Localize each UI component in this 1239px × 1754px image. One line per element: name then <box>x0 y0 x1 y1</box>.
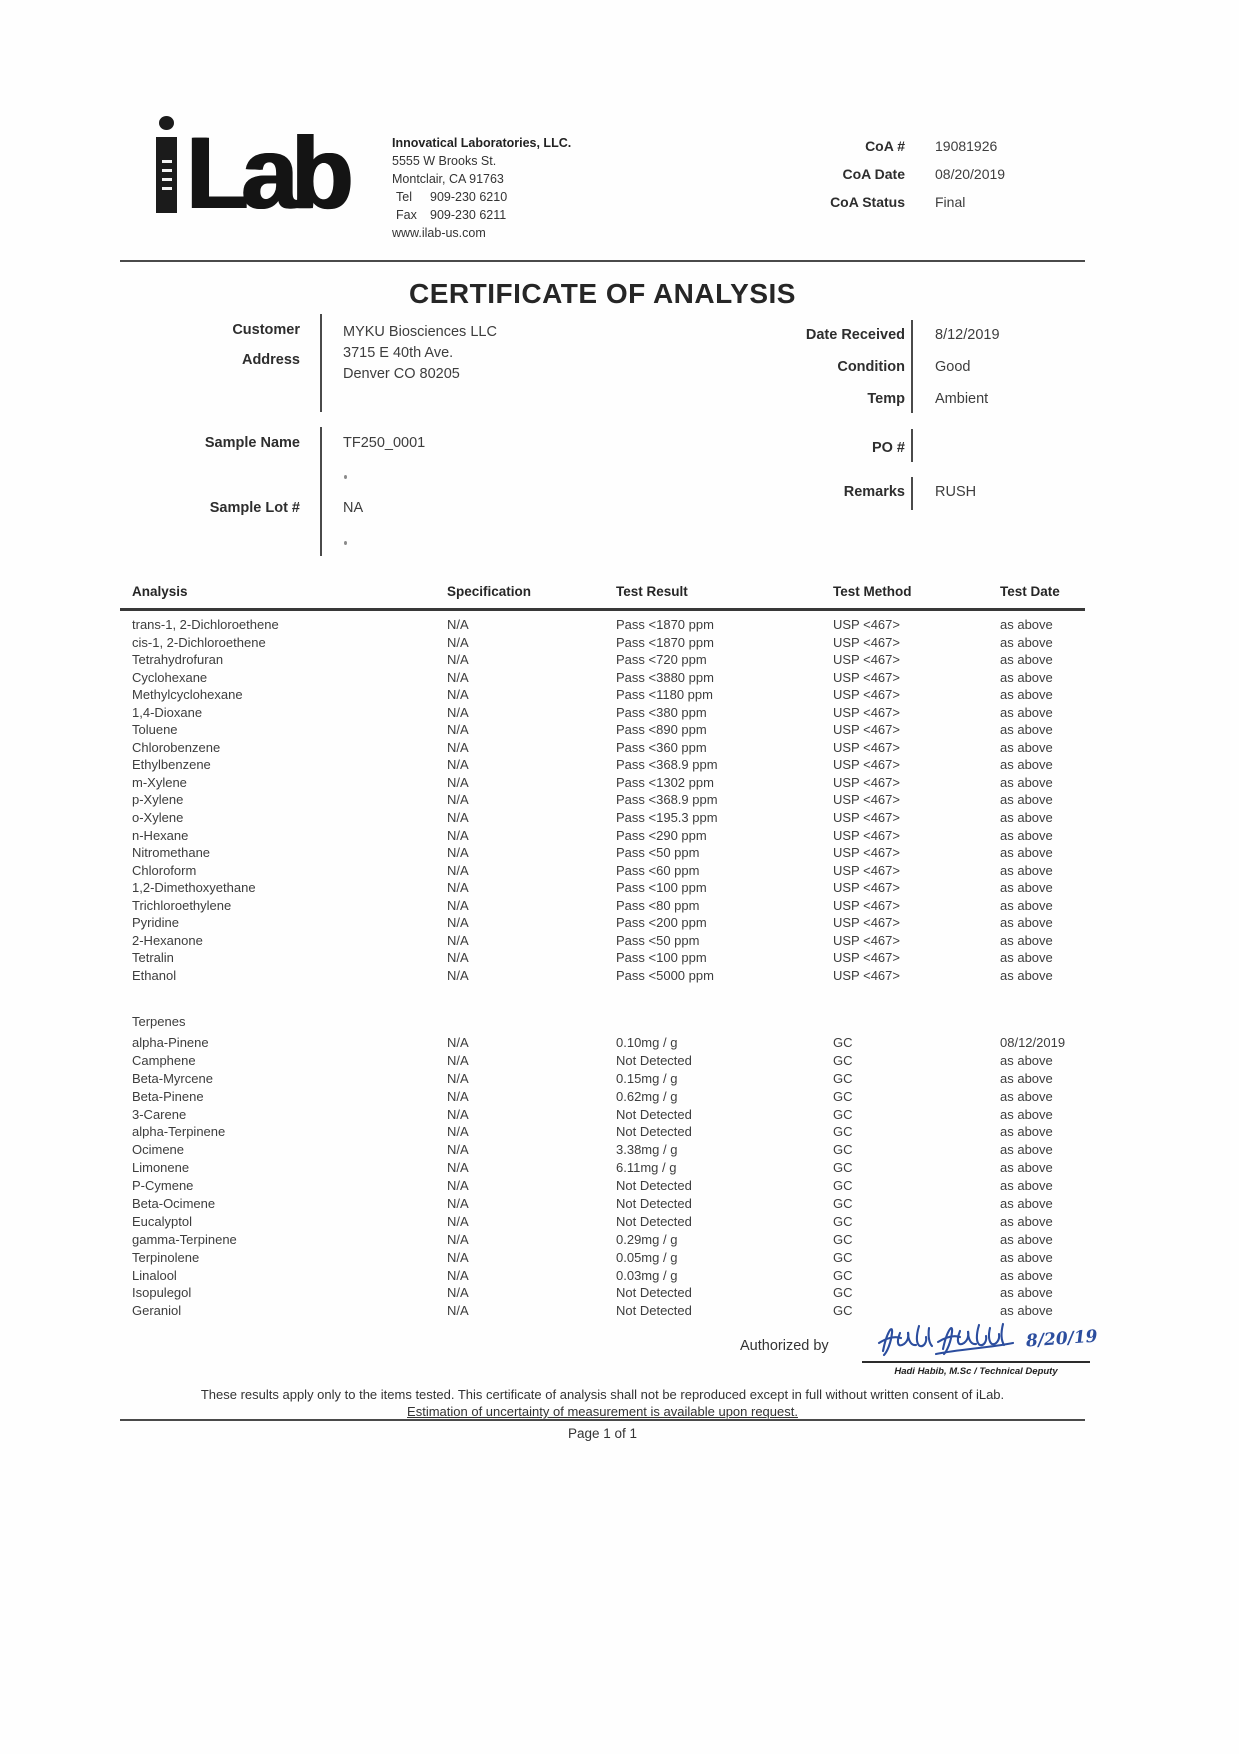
coa-number-label: CoA # <box>865 138 905 154</box>
test-method-cell: GC <box>833 1052 853 1068</box>
test-result-cell: Pass <1180 ppm <box>616 687 713 703</box>
footer-disclaimer-line1: These results apply only to the items tested. This certificate of analysis shall not be reproduced except in full without written consent of iLab. <box>200 1387 1005 1402</box>
coa-date-row <box>700 166 1005 182</box>
analysis-cell: 1,2-Dimethoxyethane <box>132 880 256 896</box>
test-method-cell: USP <467> <box>833 617 900 632</box>
test-method-cell: GC <box>833 1142 853 1158</box>
test-result-cell: Not Detected <box>616 1124 692 1140</box>
test-result-cell: Pass <360 ppm <box>616 739 707 755</box>
test-date-cell: as above <box>1000 1124 1053 1140</box>
specification-cell: N/A <box>447 950 469 966</box>
sample-lot-label: Sample Lot # <box>209 500 300 516</box>
signer-title: Hadi Habib, M.Sc / Technical Deputy <box>894 1366 1058 1377</box>
test-result-cell: Not Detected <box>616 1196 692 1212</box>
test-result-cell: Pass <195.3 ppm <box>616 810 718 826</box>
test-result-cell: Pass <50 ppm <box>616 932 700 948</box>
analysis-cell: Beta-Pinene <box>132 1088 204 1104</box>
customer-block-divider <box>320 314 322 412</box>
analysis-cell: Tetralin <box>132 950 174 966</box>
test-method-cell: USP <467> <box>833 774 900 790</box>
test-method-cell: GC <box>833 1303 853 1319</box>
analysis-cell: Ethylbenzene <box>132 757 211 773</box>
specification-cell: N/A <box>447 1231 469 1247</box>
analysis-cell: Geraniol <box>132 1303 182 1319</box>
test-result-cell: Pass <80 ppm <box>616 897 700 913</box>
specification-cell: N/A <box>447 1052 469 1068</box>
analysis-cell: Eucalyptol <box>132 1213 192 1229</box>
remarks-block-divider <box>911 477 913 510</box>
table-row <box>120 757 1085 775</box>
test-date-cell: as above <box>1000 827 1053 843</box>
specification-cell: N/A <box>447 1106 469 1122</box>
analysis-cell: p-Xylene <box>132 792 184 808</box>
test-method-header: Test Method <box>833 584 912 599</box>
specification-cell: N/A <box>447 862 469 878</box>
test-date-cell: as above <box>1000 687 1053 703</box>
analysis-cell: Beta-Myrcene <box>132 1070 213 1086</box>
test-date-cell: as above <box>1000 810 1053 826</box>
specification-cell: N/A <box>447 722 469 738</box>
test-result-cell: Not Detected <box>616 1106 692 1122</box>
table-row <box>120 792 1085 810</box>
test-result-cell: Pass <60 ppm <box>616 862 700 878</box>
table-row <box>120 845 1085 863</box>
test-method-cell: USP <467> <box>833 862 900 878</box>
test-date-cell: as above <box>1000 1213 1053 1229</box>
specification-cell: N/A <box>447 810 469 826</box>
coa-date-value: 08/20/2019 <box>935 166 1006 182</box>
analysis-cell: Methylcyclohexane <box>132 687 243 703</box>
test-date-cell: as above <box>1000 739 1053 755</box>
analysis-cell: Ocimene <box>132 1142 185 1158</box>
table-row <box>120 617 1085 635</box>
test-result-cell: Pass <1870 ppm <box>616 617 714 632</box>
lab-address-line2: Montclair, CA 91763 <box>392 172 504 186</box>
tel-number: 909-230 6210 <box>430 190 508 204</box>
page-number: Page 1 of 1 <box>567 1426 638 1441</box>
test-method-cell: USP <467> <box>833 792 900 808</box>
specification-cell: N/A <box>447 1267 469 1283</box>
test-result-cell: Pass <720 ppm <box>616 652 707 668</box>
specification-cell: N/A <box>447 634 469 650</box>
analysis-cell: trans-1, 2-Dichloroethene <box>132 617 279 632</box>
test-date-cell: as above <box>1000 704 1053 720</box>
table-row <box>120 1214 1085 1232</box>
test-method-cell: USP <467> <box>833 810 900 826</box>
received-block-divider <box>911 320 913 413</box>
test-date-cell: as above <box>1000 950 1053 966</box>
test-result-cell: Pass <1302 ppm <box>616 774 714 790</box>
test-date-cell: as above <box>1000 1196 1053 1212</box>
analysis-cell: Chlorobenzene <box>132 739 221 755</box>
specification-cell: N/A <box>447 687 469 703</box>
ilab-logo <box>156 116 347 231</box>
table-row <box>120 635 1085 653</box>
test-method-cell: USP <467> <box>833 845 900 861</box>
po-number-label: PO # <box>871 440 905 456</box>
test-method-cell: GC <box>833 1213 853 1229</box>
test-result-cell: 0.03mg / g <box>616 1267 678 1283</box>
table-row <box>120 1285 1085 1303</box>
analysis-cell: Camphene <box>132 1052 196 1068</box>
solvents-table-body <box>120 617 1085 985</box>
table-row <box>120 1053 1085 1071</box>
test-date-cell: as above <box>1000 845 1053 861</box>
test-date-cell: as above <box>1000 792 1053 808</box>
test-date-cell: as above <box>1000 862 1053 878</box>
table-row <box>120 652 1085 670</box>
terpenes-table-body <box>120 1014 1085 1321</box>
sample-block-divider <box>320 427 322 556</box>
test-result-cell: Pass <100 ppm <box>616 950 707 966</box>
specification-header: Specification <box>447 584 532 599</box>
analysis-cell: Linalool <box>132 1267 177 1283</box>
specification-cell: N/A <box>447 669 469 685</box>
analysis-cell: alpha-Pinene <box>132 1035 209 1050</box>
test-date-cell: as above <box>1000 1178 1053 1194</box>
test-date-cell: 08/12/2019 <box>1000 1035 1066 1050</box>
specification-cell: N/A <box>447 915 469 931</box>
test-date-cell: as above <box>1000 757 1053 773</box>
test-method-cell: USP <467> <box>833 827 900 843</box>
analysis-cell: Beta-Ocimene <box>132 1196 216 1212</box>
test-result-header: Test Result <box>616 584 688 599</box>
test-method-cell: USP <467> <box>833 897 900 913</box>
test-result-cell: 0.10mg / g <box>616 1035 678 1050</box>
test-result-cell: Pass <5000 ppm <box>616 967 714 983</box>
analysis-cell: Chloroform <box>132 862 197 878</box>
test-date-cell: as above <box>1000 1267 1053 1283</box>
test-method-cell: GC <box>833 1106 853 1122</box>
analysis-cell: Terpinolene <box>132 1249 200 1265</box>
table-header-divider <box>120 608 1085 611</box>
test-date-cell: as above <box>1000 1303 1053 1319</box>
po-block-divider <box>911 429 913 462</box>
logo-i-testtube-icon <box>156 116 177 215</box>
address-label: Address <box>241 352 300 368</box>
analysis-cell: m-Xylene <box>132 774 187 790</box>
test-date-cell: as above <box>1000 1160 1053 1176</box>
coa-date-label: CoA Date <box>842 166 905 182</box>
terpenes-section-row <box>120 1014 1085 1035</box>
specification-cell: N/A <box>447 932 469 948</box>
test-method-cell: USP <467> <box>833 669 900 685</box>
test-date-cell: as above <box>1000 722 1053 738</box>
test-method-cell: USP <467> <box>833 757 900 773</box>
lab-address-line1: 5555 W Brooks St. <box>392 154 497 168</box>
test-result-cell: Not Detected <box>616 1213 692 1229</box>
test-result-cell: Pass <3880 ppm <box>616 669 714 685</box>
fax-number: 909-230 6211 <box>430 208 507 222</box>
test-method-cell: USP <467> <box>833 967 900 983</box>
remarks-label: Remarks <box>843 484 905 500</box>
analysis-cell: Tetrahydrofuran <box>132 652 224 668</box>
table-row <box>120 1089 1085 1107</box>
scan-artifact-dot <box>344 475 347 479</box>
fax-label: Fax <box>396 208 417 222</box>
specification-cell: N/A <box>447 827 469 843</box>
test-result-cell: Not Detected <box>616 1303 692 1319</box>
test-method-cell: GC <box>833 1231 853 1247</box>
table-row <box>120 705 1085 723</box>
table-row <box>120 880 1085 898</box>
authorized-by-label: Authorized by <box>740 1338 829 1354</box>
table-row <box>120 1196 1085 1214</box>
specification-cell: N/A <box>447 1142 469 1158</box>
test-date-cell: as above <box>1000 1249 1053 1265</box>
test-method-cell: GC <box>833 1160 853 1176</box>
test-date-cell: as above <box>1000 1231 1053 1247</box>
analysis-cell: 2-Hexanone <box>132 932 203 948</box>
table-row <box>120 898 1085 916</box>
sample-lot-value: NA <box>343 500 364 516</box>
table-row <box>120 740 1085 758</box>
page-title: CERTIFICATE OF ANALYSIS <box>409 278 796 309</box>
table-row <box>120 1142 1085 1160</box>
signature-line <box>862 1361 1090 1363</box>
analysis-cell: 1,4-Dioxane <box>132 704 203 720</box>
date-received-value: 8/12/2019 <box>935 327 1000 343</box>
customer-address2: Denver CO 80205 <box>343 366 460 382</box>
table-row <box>120 687 1085 705</box>
test-method-cell: USP <467> <box>833 950 900 966</box>
test-result-cell: Pass <50 ppm <box>616 845 700 861</box>
table-row <box>120 670 1085 688</box>
test-result-cell: Pass <290 ppm <box>616 827 707 843</box>
specification-cell: N/A <box>447 1303 469 1319</box>
table-row <box>120 915 1085 933</box>
table-row <box>120 1071 1085 1089</box>
test-date-cell: as above <box>1000 669 1053 685</box>
test-method-cell: USP <467> <box>833 880 900 896</box>
sample-name-label: Sample Name <box>204 435 300 451</box>
analysis-cell: o-Xylene <box>132 810 184 826</box>
analysis-header: Analysis <box>132 584 188 599</box>
table-row <box>120 1124 1085 1142</box>
table-row <box>120 775 1085 793</box>
specification-cell: N/A <box>447 704 469 720</box>
test-date-cell: as above <box>1000 1088 1053 1104</box>
specification-cell: N/A <box>447 617 469 632</box>
tel-label: Tel <box>396 190 412 204</box>
specification-cell: N/A <box>447 792 469 808</box>
analysis-cell: Isopulegol <box>132 1285 192 1301</box>
test-date-cell: as above <box>1000 967 1053 983</box>
table-row <box>120 1178 1085 1196</box>
coa-status-label: CoA Status <box>830 194 905 210</box>
specification-cell: N/A <box>447 757 469 773</box>
test-result-cell: Pass <380 ppm <box>616 704 707 720</box>
signature-handwriting <box>876 1318 1026 1364</box>
test-method-cell: GC <box>833 1088 853 1104</box>
coa-meta-block <box>700 138 1005 222</box>
test-method-cell: GC <box>833 1196 853 1212</box>
test-method-cell: GC <box>833 1035 853 1050</box>
signature-date-handwritten: 8/20/19 <box>1025 1326 1099 1352</box>
table-row <box>120 863 1085 881</box>
specification-cell: N/A <box>447 897 469 913</box>
condition-value: Good <box>935 359 971 375</box>
customer-label: Customer <box>232 322 300 338</box>
table-row <box>120 810 1085 828</box>
test-method-cell: GC <box>833 1285 853 1301</box>
specification-cell: N/A <box>447 739 469 755</box>
specification-cell: N/A <box>447 1088 469 1104</box>
specification-cell: N/A <box>447 880 469 896</box>
test-date-cell: as above <box>1000 652 1053 668</box>
test-date-header: Test Date <box>1000 584 1060 599</box>
footer-disclaimer-line2: Estimation of uncertainty of measurement is available upon request. <box>407 1404 798 1419</box>
test-method-cell: GC <box>833 1267 853 1283</box>
date-received-label: Date Received <box>805 327 905 343</box>
table-row <box>120 950 1085 968</box>
analysis-cell: alpha-Terpinene <box>132 1124 226 1140</box>
sample-name-value: TF250_0001 <box>343 435 426 451</box>
specification-cell: N/A <box>447 1124 469 1140</box>
condition-label: Condition <box>837 359 905 375</box>
temp-label: Temp <box>867 391 905 407</box>
table-row <box>120 1250 1085 1268</box>
temp-value: Ambient <box>935 391 989 407</box>
table-row <box>120 1160 1085 1178</box>
test-method-cell: GC <box>833 1178 853 1194</box>
table-row <box>120 828 1085 846</box>
test-method-cell: GC <box>833 1124 853 1140</box>
lab-website: www.ilab-us.com <box>392 226 486 240</box>
specification-cell: N/A <box>447 845 469 861</box>
specification-cell: N/A <box>447 1285 469 1301</box>
test-method-cell: USP <467> <box>833 704 900 720</box>
analysis-cell: P-Cymene <box>132 1178 194 1194</box>
test-date-cell: as above <box>1000 634 1053 650</box>
test-date-cell: as above <box>1000 1052 1053 1068</box>
test-result-cell: Not Detected <box>616 1178 692 1194</box>
test-method-cell: USP <467> <box>833 722 900 738</box>
test-date-cell: as above <box>1000 915 1053 931</box>
specification-cell: N/A <box>447 774 469 790</box>
logo-stem-icon <box>156 137 177 213</box>
test-method-cell: USP <467> <box>833 687 900 703</box>
terpenes-rows <box>120 1035 1085 1321</box>
test-method-cell: USP <467> <box>833 915 900 931</box>
analysis-cell: Limonene <box>132 1160 190 1176</box>
coa-number-value: 19081926 <box>935 138 998 154</box>
analysis-cell: Nitromethane <box>132 845 211 861</box>
remarks-value: RUSH <box>935 484 977 500</box>
test-result-cell: Pass <100 ppm <box>616 880 707 896</box>
test-result-cell: 3.38mg / g <box>616 1142 678 1158</box>
test-method-cell: USP <467> <box>833 652 900 668</box>
customer-name: MYKU Biosciences LLC <box>343 324 497 340</box>
specification-cell: N/A <box>447 1035 469 1050</box>
test-method-cell: GC <box>833 1249 853 1265</box>
logo-dot-icon <box>159 116 174 130</box>
footer-divider <box>120 1419 1085 1421</box>
specification-cell: N/A <box>447 1160 469 1176</box>
specification-cell: N/A <box>447 652 469 668</box>
test-date-cell: as above <box>1000 1285 1053 1301</box>
logo-wordmark: Lab <box>186 116 347 231</box>
test-result-cell: 0.15mg / g <box>616 1070 678 1086</box>
table-row <box>120 722 1085 740</box>
test-result-cell: 6.11mg / g <box>616 1160 677 1176</box>
specification-cell: N/A <box>447 967 469 983</box>
test-result-cell: 0.29mg / g <box>616 1231 678 1247</box>
specification-cell: N/A <box>447 1249 469 1265</box>
customer-address-block <box>343 322 497 385</box>
analysis-cell: Trichloroethylene <box>132 897 232 913</box>
table-row <box>120 968 1085 986</box>
test-method-cell: USP <467> <box>833 932 900 948</box>
coa-status-value: Final <box>935 194 966 210</box>
analysis-cell: gamma-Terpinene <box>132 1231 237 1247</box>
table-row <box>120 1107 1085 1125</box>
test-date-cell: as above <box>1000 1070 1053 1086</box>
terpenes-section-label: Terpenes <box>132 1014 186 1029</box>
specification-cell: N/A <box>447 1070 469 1086</box>
test-date-cell: as above <box>1000 1142 1053 1158</box>
lab-name: Innovatical Laboratories, LLC. <box>392 136 572 150</box>
analysis-cell: 3-Carene <box>132 1106 187 1122</box>
header-divider <box>120 260 1085 262</box>
table-header-row <box>120 584 1085 606</box>
test-result-cell: Pass <200 ppm <box>616 915 707 931</box>
test-date-cell: as above <box>1000 774 1053 790</box>
analysis-cell: Toluene <box>132 722 178 738</box>
coa-status-row <box>700 194 1005 210</box>
lab-tel-line <box>392 188 571 206</box>
test-date-cell: as above <box>1000 617 1053 632</box>
test-result-cell: Not Detected <box>616 1052 692 1068</box>
coa-number-row <box>700 138 1005 154</box>
table-row <box>120 1035 1085 1053</box>
test-result-cell: Pass <368.9 ppm <box>616 792 718 808</box>
test-date-cell: as above <box>1000 897 1053 913</box>
analysis-cell: Cyclohexane <box>132 669 208 685</box>
test-result-cell: Pass <368.9 ppm <box>616 757 718 773</box>
analysis-cell: Pyridine <box>132 915 179 931</box>
test-result-cell: 0.05mg / g <box>616 1249 678 1265</box>
test-date-cell: as above <box>1000 880 1053 896</box>
test-result-cell: Pass <1870 ppm <box>616 634 714 650</box>
test-date-cell: as above <box>1000 932 1053 948</box>
lab-contact-block <box>392 134 571 242</box>
scan-artifact-dot <box>344 541 347 545</box>
table-row <box>120 933 1085 951</box>
lab-fax-line <box>392 206 571 224</box>
specification-cell: N/A <box>447 1213 469 1229</box>
analysis-cell: Ethanol <box>132 967 177 983</box>
table-row <box>120 1268 1085 1286</box>
test-result-cell: Not Detected <box>616 1285 692 1301</box>
specification-cell: N/A <box>447 1178 469 1194</box>
analysis-cell: cis-1, 2-Dichloroethene <box>132 634 266 650</box>
test-method-cell: USP <467> <box>833 634 900 650</box>
table-row <box>120 1232 1085 1250</box>
test-method-cell: GC <box>833 1070 853 1086</box>
specification-cell: N/A <box>447 1196 469 1212</box>
analysis-cell: n-Hexane <box>132 827 189 843</box>
test-date-cell: as above <box>1000 1106 1053 1122</box>
customer-address1: 3715 E 40th Ave. <box>343 345 454 361</box>
test-result-cell: Pass <890 ppm <box>616 722 707 738</box>
test-result-cell: 0.62mg / g <box>616 1088 678 1104</box>
test-method-cell: USP <467> <box>833 739 900 755</box>
